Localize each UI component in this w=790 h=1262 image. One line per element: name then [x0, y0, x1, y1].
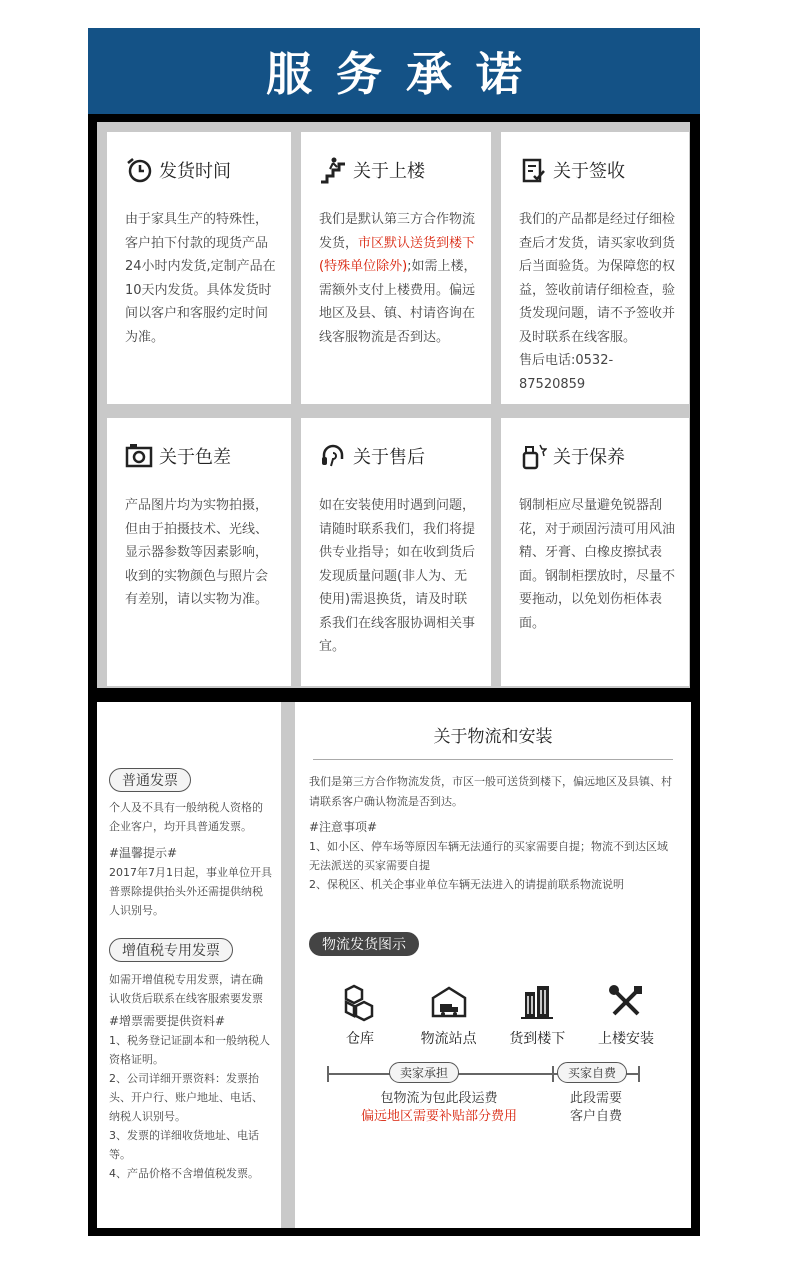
spray-bottle-icon: [519, 442, 547, 470]
service-cards-grid: [97, 122, 690, 688]
card-title: 关于售后: [353, 447, 425, 468]
card-text: 我们的产品都是经过仔细检查后才发货，请买家收到货后当面验货。为保障您的权益，签收前请仔细检查，验货发现问题，请不予签收并及时联系在线客服。: [519, 212, 676, 345]
card-title: 关于色差: [159, 447, 231, 468]
invoice-panel: [97, 702, 281, 1228]
buyer-cost-text: 客户自费: [569, 1109, 622, 1124]
card-text-part: ;如需上楼，需额外支付上楼费用。偏远地区及县、镇、村请咨询在线客服物流是否到达。: [319, 259, 477, 345]
seller-cost-note: 偏远地区需要补贴部分费用: [360, 1109, 517, 1124]
vat-invoice-text: 如需开增值税专用发票，请在确认收货后联系在线客服索要发票: [109, 973, 263, 1005]
boxes-icon: [340, 982, 380, 1022]
flow-step-label: 上楼安装: [597, 1031, 654, 1047]
card-stairs: [301, 132, 491, 404]
cost-bar: [309, 1058, 677, 1088]
card-care: [501, 418, 689, 686]
camera-icon: [125, 442, 153, 470]
bar-tick: [638, 1066, 640, 1082]
card-color: [107, 418, 291, 686]
logistics-intro: 我们是第三方合作物流发货，市区一般可送货到楼下，偏远地区及县镇、村请联系客户确认物流是否到达。: [309, 775, 672, 808]
building-icon: [517, 982, 557, 1022]
seller-cost: [329, 1090, 549, 1126]
normal-invoice-text: 个人及不具有一般纳税人资格的企业客户，均开具普通发票。: [109, 801, 263, 833]
card-text: [319, 208, 477, 349]
card-title: 关于签收: [553, 161, 625, 182]
seller-cost-text: 包物流为包此段运费: [380, 1091, 498, 1106]
stairs-icon: [319, 156, 347, 184]
card-signing: [501, 132, 689, 404]
logistics-title: 关于物流和安装: [313, 702, 673, 760]
flow-step-install: [583, 982, 669, 1048]
vat-item: 2、公司详细开票资料：发票抬头、开户行、账户地址、电话、纳税人识别号。: [109, 1072, 263, 1123]
clock-icon: [125, 156, 153, 184]
buyer-cost-text: 此段需要: [569, 1091, 622, 1106]
flow-steps: [309, 982, 677, 1048]
card-text-part: 我们是默认第三方合作物流发货，: [319, 212, 476, 251]
info-frame: [88, 694, 700, 1236]
flow-step-delivery: [494, 982, 580, 1048]
tools-icon: [606, 982, 646, 1022]
phone-number: 售后电话:0532-87520859: [519, 353, 614, 392]
card-title: 发货时间: [159, 161, 231, 182]
flow-step-label: 仓库: [346, 1031, 374, 1047]
header-banner: [88, 28, 700, 114]
normal-invoice-label: 普通发票: [109, 768, 191, 792]
card-title: 关于上楼: [353, 161, 425, 182]
page-title: 服务承诺: [266, 47, 546, 101]
flow-step-label: 物流站点: [420, 1031, 477, 1047]
vat-heading: #增票需要提供资料#: [109, 1014, 226, 1028]
tip-text: 2017年7月1日起，事业单位开具普票除提供抬头外还需提供纳税人识别号。: [109, 866, 272, 917]
headset-icon: [319, 442, 347, 470]
seller-label: 卖家承担: [389, 1062, 459, 1083]
vat-invoice-label: 增值税专用发票: [109, 938, 233, 962]
flow-diagram-label: 物流发货图示: [309, 932, 419, 956]
note-item: 2、保税区、机关企事业单位车辆无法进入的请提前联系物流说明: [309, 878, 624, 891]
vat-item: 4、产品价格不含增值税发票。: [109, 1167, 259, 1180]
notes-heading: #注意事项#: [309, 820, 378, 834]
service-cards-frame: [88, 114, 700, 694]
note-item: 1、如小区、停车场等原因车辆无法通行的买家需要自提；物流不到达区域无法派送的买家需要自提: [309, 840, 668, 872]
card-shipping: [107, 132, 291, 404]
clipboard-check-icon: [519, 156, 547, 184]
highlight-text: 市区默认送货到楼下(特殊单位除外): [319, 235, 476, 274]
card-text: 钢制柜应尽量避免锐器刮花，对于顽固污渍可用风油精、牙膏、白橡皮擦拭表面。钢制柜摆放时，尽量不要拖动，以免划伤柜体表面。: [519, 498, 676, 631]
vat-item: 1、税务登记证副本和一般纳税人资格证明。: [109, 1034, 270, 1066]
buyer-cost: [553, 1090, 639, 1126]
card-text: 如在安装使用时遇到问题，请随时联系我们，我们将提供专业指导；如在收到货后发现质量问题(非人为、无使用)需退换货，请及时联系我们在线客服协调相关事宜。: [319, 498, 476, 654]
card-aftersales: [301, 418, 491, 686]
flow-step-station: [406, 982, 492, 1048]
logistics-panel: [295, 702, 691, 1228]
tip-heading: #温馨提示#: [109, 846, 178, 860]
buyer-label: 买家自费: [557, 1062, 627, 1083]
truck-icon: [429, 982, 469, 1022]
card-text: 由于家具生产的特殊性，客户拍下付款的现货产品24小时内发货,定制产品在10天内发货。具体发货时间以客户和客服约定时间为准。: [125, 212, 276, 345]
flow-step-warehouse: [317, 982, 403, 1048]
card-title: 关于保养: [553, 447, 625, 468]
flow-step-label: 货到楼下: [509, 1031, 566, 1047]
vat-item: 3、发票的详细收货地址、电话等。: [109, 1129, 259, 1161]
divider: [281, 702, 295, 1228]
card-text: 产品图片均为实物拍摄，但由于拍摄技术、光线、显示器参数等因素影响，收到的实物颜色与照片会有差别，请以实物为准。: [125, 498, 269, 607]
